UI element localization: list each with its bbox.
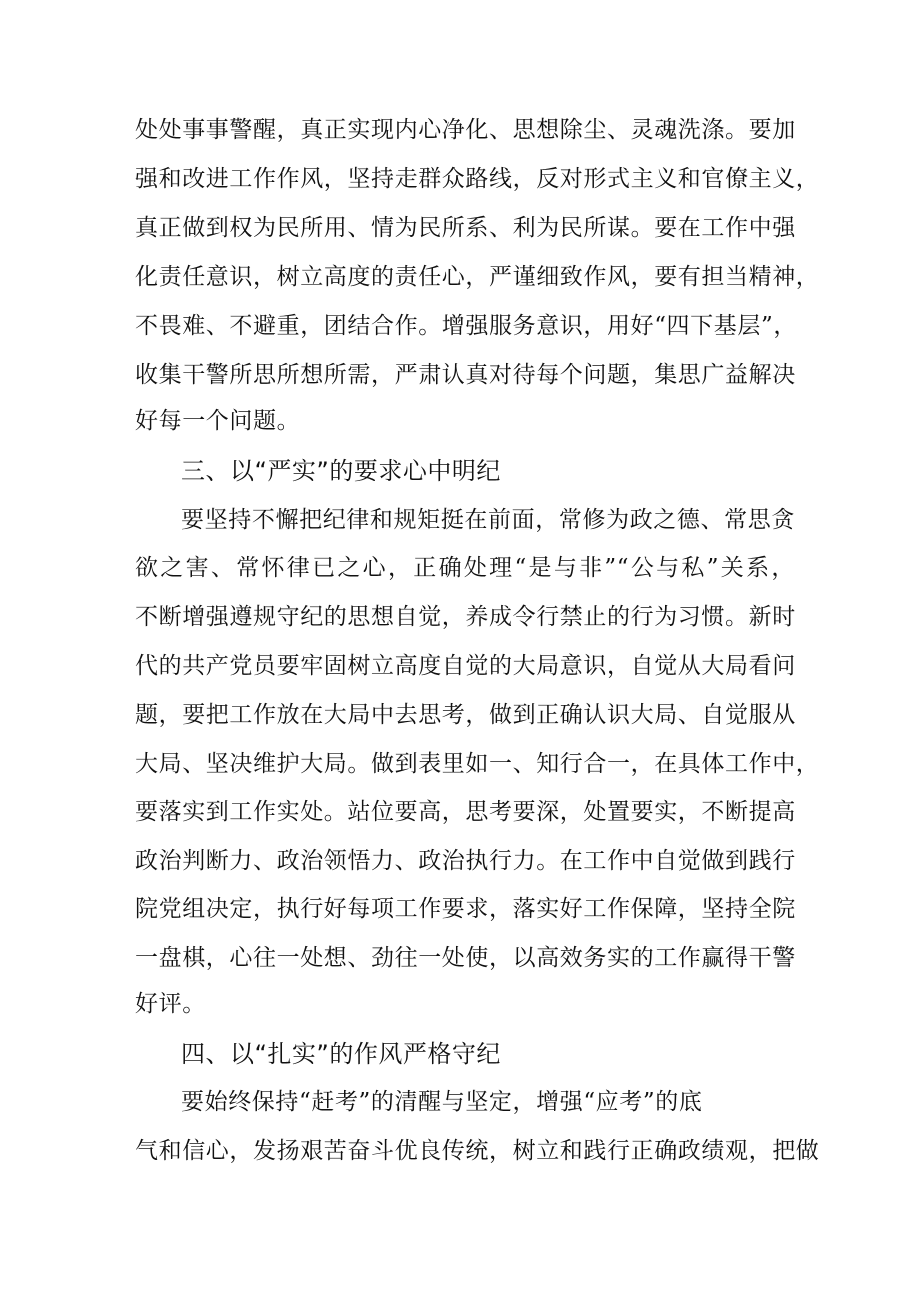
paragraph-line: 代的共产党员要牢固树立高度自觉的大局意识，自觉从大局看问 [135,653,796,679]
paragraph-line: 处处事事警醒，真正实现内心净化、思想除尘、灵魂洗涤。要加 [135,117,796,143]
paragraph-line: 不断增强遵规守纪的思想自觉，养成令行禁止的行为习惯。新时 [135,604,796,630]
section-heading-4: 四、以“扎实”的作风严格守纪 [181,1040,501,1068]
paragraph-line: 题，要把工作放在大局中去思考，做到正确认识大局、自觉服从 [135,702,796,728]
paragraph-line: 院党组决定，执行好每项工作要求，落实好工作保障，坚持全院 [135,896,796,922]
paragraph-line: 要落实到工作实处。站位要高，思考要深，处置要实，不断提高 [135,799,796,825]
paragraph-line: 不畏难、不避重，团结合作。增强服务意识，用好“四下基层”， [135,313,797,339]
paragraph-line: 一盘棋，心往一处想、劲往一处使，以高效务实的工作赢得干警 [135,945,796,971]
section-heading-3: 三、以“严实”的要求心中明纪 [181,457,501,485]
paragraph-line: 气和信心，发扬艰苦奋斗优良传统，树立和践行正确政绩观，把做 [135,1138,820,1164]
paragraph-line: 要坚持不懈把纪律和规矩挺在前面，常修为政之德、常思贪 [181,507,795,533]
paragraph-line: 欲之害、常怀律已之心，正确处理“是与非”“公与私”关系， [135,555,795,581]
paragraph-line: 大局、坚决维护大局。做到表里如一、知行合一，在具体工作中， [135,751,820,777]
paragraph-line: 好评。 [135,991,206,1017]
paragraph-line: 真正做到权为民所用、情为民所系、利为民所谋。要在工作中强 [135,215,796,241]
paragraph-line: 好每一个问题。 [135,408,301,434]
paragraph-line: 化责任意识，树立高度的责任心，严谨细致作风，要有担当精神， [135,264,820,290]
paragraph-line: 收集干警所思所想所需，严肃认真对待每个问题，集思广益解决 [135,362,796,388]
paragraph-line: 政治判断力、政治领悟力、政治执行力。在工作中自觉做到践行 [135,848,796,874]
paragraph-line: 要始终保持“赶考”的清醒与坚定，增强“应考”的底 [181,1089,703,1115]
paragraph-line: 强和改进工作作风，坚持走群众路线，反对形式主义和官僚主义， [135,166,820,192]
